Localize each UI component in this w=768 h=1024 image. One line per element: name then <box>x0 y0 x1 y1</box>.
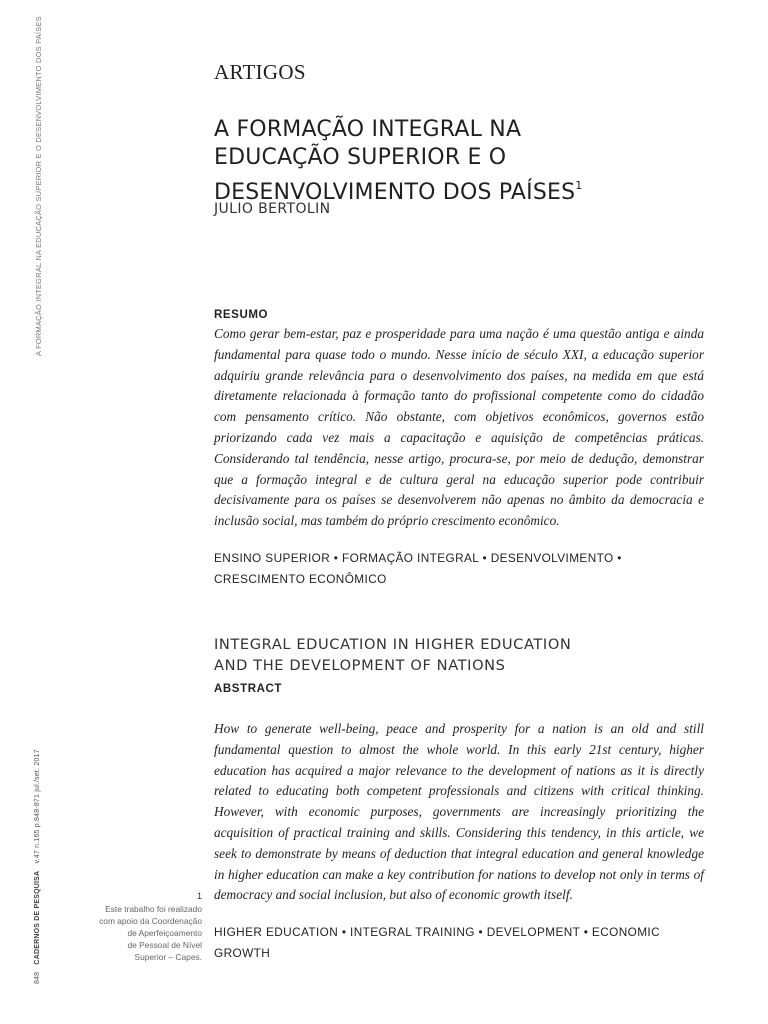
title-line: A FORMAÇÃO INTEGRAL NA <box>214 117 522 142</box>
footnote-line: de Aperfeiçoamento <box>127 928 202 938</box>
resumo-text: Como gerar bem-estar, paz e prosperidade para uma nação é uma questão antiga e ainda fundamental para quase todo o mundo. Nesse início de século XXI, a educação superior adquiriu grande relevância para o desenvolvimento dos países, na medida em que está diretamente relacionada à formação tanto do profissional competente como do cidadão com pensamento crítico. Não obstante, com objetivos econômicos, governos estão priorizando cada vez mais a capacitação e aquisição de competências práticas. Considerando tal tendência, nesse artigo, procura-se, por meio de dedução, demonstrar que a formação integral e de cultura geral na educação superior pode contribuir decisivamente para os países se desenvolverem não apenas no âmbito da democracia e inclusão social, mas também do próprio crescimento econômico. <box>214 326 704 529</box>
footnote-line: com apoio da Coordenação <box>99 916 202 926</box>
journal-info <box>34 749 41 984</box>
journal-issue: v.47 n.165 p.848-871 jul./set. 2017 <box>34 749 41 864</box>
abstract-keywords: HIGHER EDUCATION • INTEGRAL TRAINING • DEVELOPMENT • ECONOMIC GROWTH <box>214 925 661 960</box>
english-title <box>214 634 734 676</box>
article-title <box>214 116 734 207</box>
section-label: ARTIGOS <box>214 60 306 84</box>
title-line: DESENVOLVIMENTO DOS PAÍSES <box>214 180 576 205</box>
page-number: 848 <box>34 971 41 984</box>
footnote-line: Superior – Capes. <box>134 952 202 962</box>
english-title-line: AND THE DEVELOPMENT OF NATIONS <box>214 657 506 674</box>
title-line: EDUCAÇÃO SUPERIOR E O <box>214 145 507 170</box>
abstract-text: How to generate well-being, peace and prosperity for a nation is an old and still fundamental question to almost the whole world. In this early 21st century, higher education has acquired a major relevance to the development of nations as it is directly related to educating both competent professionals and citizens with critical thinking. However, with economic purposes, governments are increasingly prioritizing the acquisition of practical training and skills. Considering this tendency, in this article, we seek to demonstrate by means of deduction that integral education and general knowledge in higher education can make a key contribution for nations to develop not only in terms of democracy and social inclusion, but also of economic growth itself. <box>214 721 704 903</box>
journal-name: CADERNOS DE PESQUISA <box>34 870 41 965</box>
abstract-heading: ABSTRACT <box>214 683 283 695</box>
footnote-line: de Pessoal de Nível <box>127 940 202 950</box>
running-head: A FORMAÇÃO INTEGRAL NA EDUCAÇÃO SUPERIOR E O DESENVOLVIMENTO DOS PAÍSES <box>34 16 43 356</box>
english-title-line: INTEGRAL EDUCATION IN HIGHER EDUCATION <box>214 636 572 653</box>
footnote-line: Este trabalho foi realizado <box>105 904 202 914</box>
resumo-heading: RESUMO <box>214 309 269 321</box>
title-footnote-ref: 1 <box>575 179 583 192</box>
author-name: JULIO BERTOLIN <box>214 201 331 217</box>
footnote-text <box>62 903 202 963</box>
footnote-number: 1 <box>196 891 202 901</box>
resumo-keywords: ENSINO SUPERIOR • FORMAÇÃO INTEGRAL • DESENVOLVIMENTO • CRESCIMENTO ECONÔMICO <box>214 551 622 586</box>
